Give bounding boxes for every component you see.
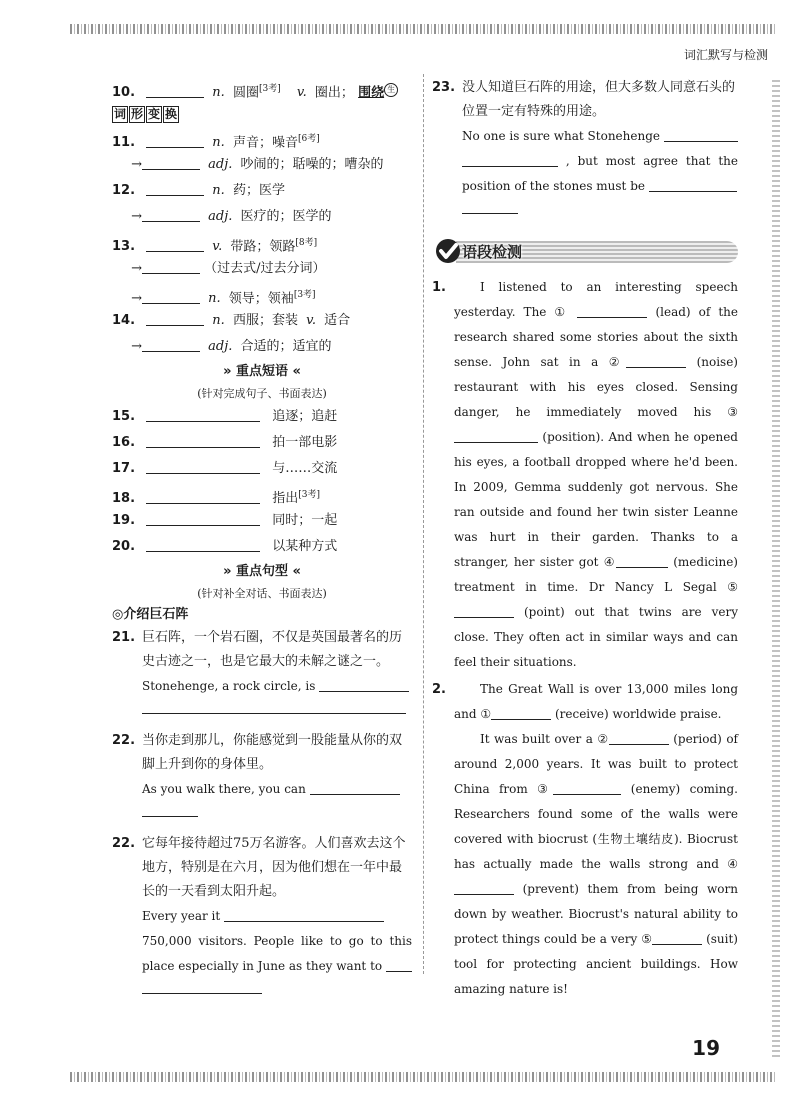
answer-line — [142, 979, 412, 1003]
word-form-badge — [112, 102, 412, 126]
item-number: 22. — [112, 836, 136, 851]
passage-banner — [432, 235, 738, 269]
phrase-item — [112, 482, 412, 508]
answer-blank[interactable] — [146, 133, 204, 148]
sentence-zh: 巨石阵，一个岩石圈，不仅是英国最著名的历史古迹之一，也是它最大的未解之谜之一。 — [142, 630, 403, 669]
vocab-derived — [112, 204, 412, 230]
answer-blank[interactable] — [386, 957, 412, 972]
answer-blank[interactable] — [454, 605, 514, 618]
hint-word: (enemy) — [630, 782, 681, 796]
sentence-zh-row — [112, 832, 412, 904]
sentence-item — [112, 832, 412, 1003]
answer-blank[interactable] — [146, 511, 260, 526]
sentence-zh: 它每年接待超过75万名游客。人们喜欢去这个地方，特别是在六月，因为他们想在一年中最长的一天看到太阳升起。 — [142, 836, 406, 899]
passage-title: 语段检测 — [462, 243, 523, 261]
bottom-scan-band — [70, 1072, 776, 1082]
answer-blank[interactable] — [146, 311, 204, 326]
answer-blank[interactable] — [649, 177, 737, 192]
item-number: 2. — [432, 682, 446, 697]
meaning: 吵闹的；聒噪的；嘈杂的 — [240, 157, 384, 172]
answer-blank[interactable] — [142, 802, 198, 817]
hint-word: (suit) — [706, 932, 738, 946]
item-number: 20. — [112, 539, 136, 554]
meaning: 药；医学 — [232, 183, 285, 198]
passage-paragraph-2 — [432, 677, 738, 1002]
passage-text: coming. Researchers found some of the walls were covered with biocrust (生物土壤结皮). Biocrust has actually made the walls strong and ④ — [454, 782, 738, 871]
sentence-en — [142, 674, 412, 699]
sentence-item — [112, 626, 412, 723]
sentence-zh-row — [112, 626, 412, 674]
meaning: 合适的；适宜的 — [240, 339, 332, 354]
passage-text: tool for protecting ancient buildings. How amazing nature is! — [454, 957, 738, 996]
part-of-speech: adj. — [208, 157, 233, 172]
exam-tag: [3考] — [298, 490, 321, 500]
answer-blank[interactable] — [553, 782, 621, 795]
page-number: 19 — [692, 1036, 720, 1060]
sentence-item — [432, 76, 738, 221]
part-of-speech: adj. — [208, 339, 233, 354]
part-of-speech: v. — [212, 239, 223, 255]
phrase-item — [112, 456, 412, 482]
sentence-item — [112, 729, 412, 826]
answer-blank[interactable] — [146, 537, 260, 552]
meaning: 与……交流 — [272, 461, 338, 476]
part-of-speech: n. — [212, 183, 225, 198]
vocab-derived — [112, 334, 412, 360]
passage-text: I listened to an interesting speech yesterday. The ① — [454, 280, 738, 319]
arrow-icon: → — [131, 209, 142, 224]
exam-tag: [3考] — [258, 84, 281, 94]
circled-mark: 生 — [384, 83, 398, 97]
badge-char: 词 — [114, 107, 127, 121]
vocab-item — [112, 230, 412, 256]
hint-word: (lead) — [655, 305, 691, 319]
sentence-en-text: As you walk there, you can — [142, 782, 306, 796]
phrase-item — [112, 430, 412, 456]
answer-blank[interactable] — [142, 979, 262, 994]
answer-blank[interactable] — [146, 407, 260, 422]
hint-word: (point) — [523, 605, 565, 619]
passage-text: restaurant with his eyes closed. Sensing danger, he immediately moved his ③ — [454, 380, 738, 419]
item-number: 12. — [112, 183, 136, 198]
exam-tag: [6考] — [297, 134, 320, 144]
answer-blank[interactable] — [462, 199, 518, 214]
answer-blank[interactable] — [626, 355, 686, 368]
answer-blank[interactable] — [224, 907, 384, 922]
arrow-icon: → — [131, 261, 142, 276]
sentence-en — [142, 929, 412, 979]
answer-blank[interactable] — [319, 677, 409, 692]
phrases-title: » 重点短语 « — [223, 364, 301, 379]
meaning: 圈出； — [314, 85, 354, 101]
part-of-speech: n. — [212, 85, 225, 101]
hint-word: (prevent) — [522, 882, 579, 896]
item-number: 13. — [112, 239, 136, 255]
phrases-subtitle: (针对完成句子、书面表达) — [197, 387, 327, 400]
meaning: 以某种方式 — [272, 539, 338, 554]
answer-blank[interactable] — [146, 489, 260, 504]
answer-blank[interactable] — [616, 555, 668, 568]
answer-blank[interactable] — [142, 337, 200, 352]
passage-text: worldwide praise. — [612, 707, 722, 721]
phrase-item — [112, 508, 412, 534]
sentence-en-text: No one is sure what Stonehenge — [462, 129, 660, 143]
meaning: 拍一部电影 — [272, 435, 338, 450]
part-of-speech: adj. — [208, 209, 233, 224]
item-number: 15. — [112, 409, 136, 424]
vocab-derived — [112, 256, 412, 282]
meaning: 声音；噪音 — [232, 135, 298, 151]
answer-blank[interactable] — [577, 305, 647, 318]
hint-word: (medicine) — [673, 555, 738, 569]
check-icon — [434, 237, 462, 265]
phrase-item — [112, 534, 412, 560]
vocab-derived — [112, 152, 412, 178]
exam-tag: [8考] — [295, 238, 318, 248]
answer-blank[interactable] — [142, 699, 406, 714]
hint-word: (receive) — [554, 707, 609, 721]
part-of-speech: n. — [212, 135, 225, 151]
hint-word: (position). — [542, 430, 605, 444]
answer-blank[interactable] — [664, 127, 738, 142]
badge-char: 变 — [148, 107, 161, 121]
passage-text: It was built over a ② — [480, 732, 609, 746]
column-divider — [423, 74, 424, 974]
paragraph-body — [454, 275, 738, 675]
vocab-item — [112, 178, 412, 204]
passage-paragraph-1 — [432, 275, 738, 675]
answer-blank[interactable] — [146, 237, 204, 252]
item-number: 1. — [432, 280, 446, 295]
meaning: （过去式/过去分词） — [204, 261, 326, 276]
sentence-en — [462, 124, 738, 149]
sentence-en-text: 750,000 visitors. People like to go to this place especially in June as they want to — [142, 934, 412, 973]
sentence-zh-row — [112, 729, 412, 777]
top-scan-band — [70, 24, 776, 34]
passage-text: of the research shared some stories about the sixth sense. John sat in a ② — [454, 305, 738, 369]
meaning: 圆圈 — [232, 85, 259, 101]
meaning: 适合 — [324, 313, 351, 328]
sentence-zh: 当你走到那儿，你能感觉到一股能量从你的双脚上升到你的身体里。 — [142, 733, 403, 772]
passage-text: And when he opened his eyes, a football dropped where he'd been. In 2009, Gemma suddenly got nervous. She ran outside and found her twin sister Leanne was hurt in their garden. Thanks to a stranger, her sister got ④ — [454, 430, 738, 569]
sentences-subtitle: (针对补全对话、书面表达) — [197, 587, 327, 600]
answer-blank[interactable] — [652, 932, 702, 945]
meaning: 追逐；追赶 — [272, 409, 338, 424]
item-number: 17. — [112, 461, 136, 476]
meaning: 同时；一起 — [272, 513, 338, 528]
sentence-en-text: Stonehenge, a rock circle, is — [142, 679, 316, 693]
sentence-zh-row — [432, 76, 738, 124]
answer-blank[interactable] — [146, 181, 204, 196]
sentence-en-text: Every year it — [142, 909, 221, 923]
meaning: 带路；领路 — [230, 239, 296, 255]
answer-blank[interactable] — [454, 882, 514, 895]
item-number: 22. — [112, 733, 136, 748]
answer-blank[interactable] — [142, 259, 200, 274]
answer-line — [142, 802, 412, 826]
answer-blank[interactable] — [454, 430, 538, 443]
part-of-speech: v. — [296, 85, 307, 101]
answer-blank[interactable] — [609, 732, 669, 745]
sentence-zh: 没人知道巨石阵的用途，但大多数人同意石头的位置一定有特殊的用途。 — [462, 80, 736, 119]
passage-text: of around 2,000 years. It was built to protect China from ③ — [454, 732, 738, 796]
part-of-speech: n. — [212, 313, 225, 328]
sentences-title: » 重点句型 « — [223, 564, 301, 579]
sentence-en-text: , but most agree that the position of the stones must be — [462, 154, 738, 193]
item-number: 14. — [112, 313, 136, 328]
answer-blank[interactable] — [310, 780, 400, 795]
meaning: 医疗的；医学的 — [240, 209, 332, 224]
meaning-emphasis: 围绕 — [358, 85, 385, 101]
item-number: 10. — [112, 85, 136, 101]
right-column — [432, 76, 738, 1002]
answer-line — [462, 199, 738, 221]
answer-blank[interactable] — [142, 207, 200, 222]
part-of-speech: n. — [208, 291, 221, 307]
arrow-icon: → — [131, 339, 142, 354]
answer-blank[interactable] — [146, 83, 204, 98]
answer-blank[interactable] — [142, 289, 200, 304]
phrase-item — [112, 404, 412, 430]
passage-text: treatment in time. Dr Nancy L Segal ⑤ — [454, 580, 738, 594]
hint-word: (period) — [673, 732, 722, 746]
vocab-derived — [112, 282, 412, 308]
item-number: 21. — [112, 630, 136, 645]
answer-blank[interactable] — [491, 707, 551, 720]
passage-text: them from being worn down by weather. Biocrust's natural ability to protect things could be a very ⑤ — [454, 882, 738, 946]
badge-char: 换 — [165, 107, 178, 121]
arrow-icon: → — [131, 157, 142, 172]
passage-text: The Great Wall is over 13,000 miles long and ① — [454, 682, 738, 721]
topic-heading: ◎介绍巨石阵 — [112, 607, 189, 622]
sentence-en — [462, 149, 738, 199]
item-number: 16. — [112, 435, 136, 450]
meaning: 指出 — [272, 491, 299, 507]
part-of-speech: v. — [306, 313, 317, 328]
sentence-en — [142, 777, 412, 802]
vocab-item — [112, 308, 412, 334]
meaning: 西服；套装 — [232, 313, 298, 328]
badge-char: 形 — [131, 107, 144, 121]
item-number: 18. — [112, 491, 136, 507]
meaning: 领导；领袖 — [228, 291, 294, 307]
item-number: 23. — [432, 80, 456, 95]
answer-blank[interactable] — [146, 433, 260, 448]
exam-tag: [3考] — [293, 290, 316, 300]
vocab-item — [112, 126, 412, 152]
answer-blank[interactable] — [462, 152, 558, 167]
answer-blank[interactable] — [146, 459, 260, 474]
item-number: 11. — [112, 135, 136, 151]
right-scan-band — [772, 80, 780, 1060]
answer-blank[interactable] — [142, 155, 200, 170]
arrow-icon: → — [131, 291, 142, 307]
left-column — [112, 76, 412, 1003]
vocab-item — [112, 76, 412, 102]
item-number: 19. — [112, 513, 136, 528]
passage-text: out that twins are very close. They often act in similar ways and can feel their situations. — [454, 605, 738, 669]
sentence-en — [142, 904, 412, 929]
paragraph-body — [454, 677, 738, 1002]
header-label: 词汇默写与检测 — [683, 48, 768, 62]
hint-word: (noise) — [696, 355, 738, 369]
answer-line — [142, 699, 412, 723]
